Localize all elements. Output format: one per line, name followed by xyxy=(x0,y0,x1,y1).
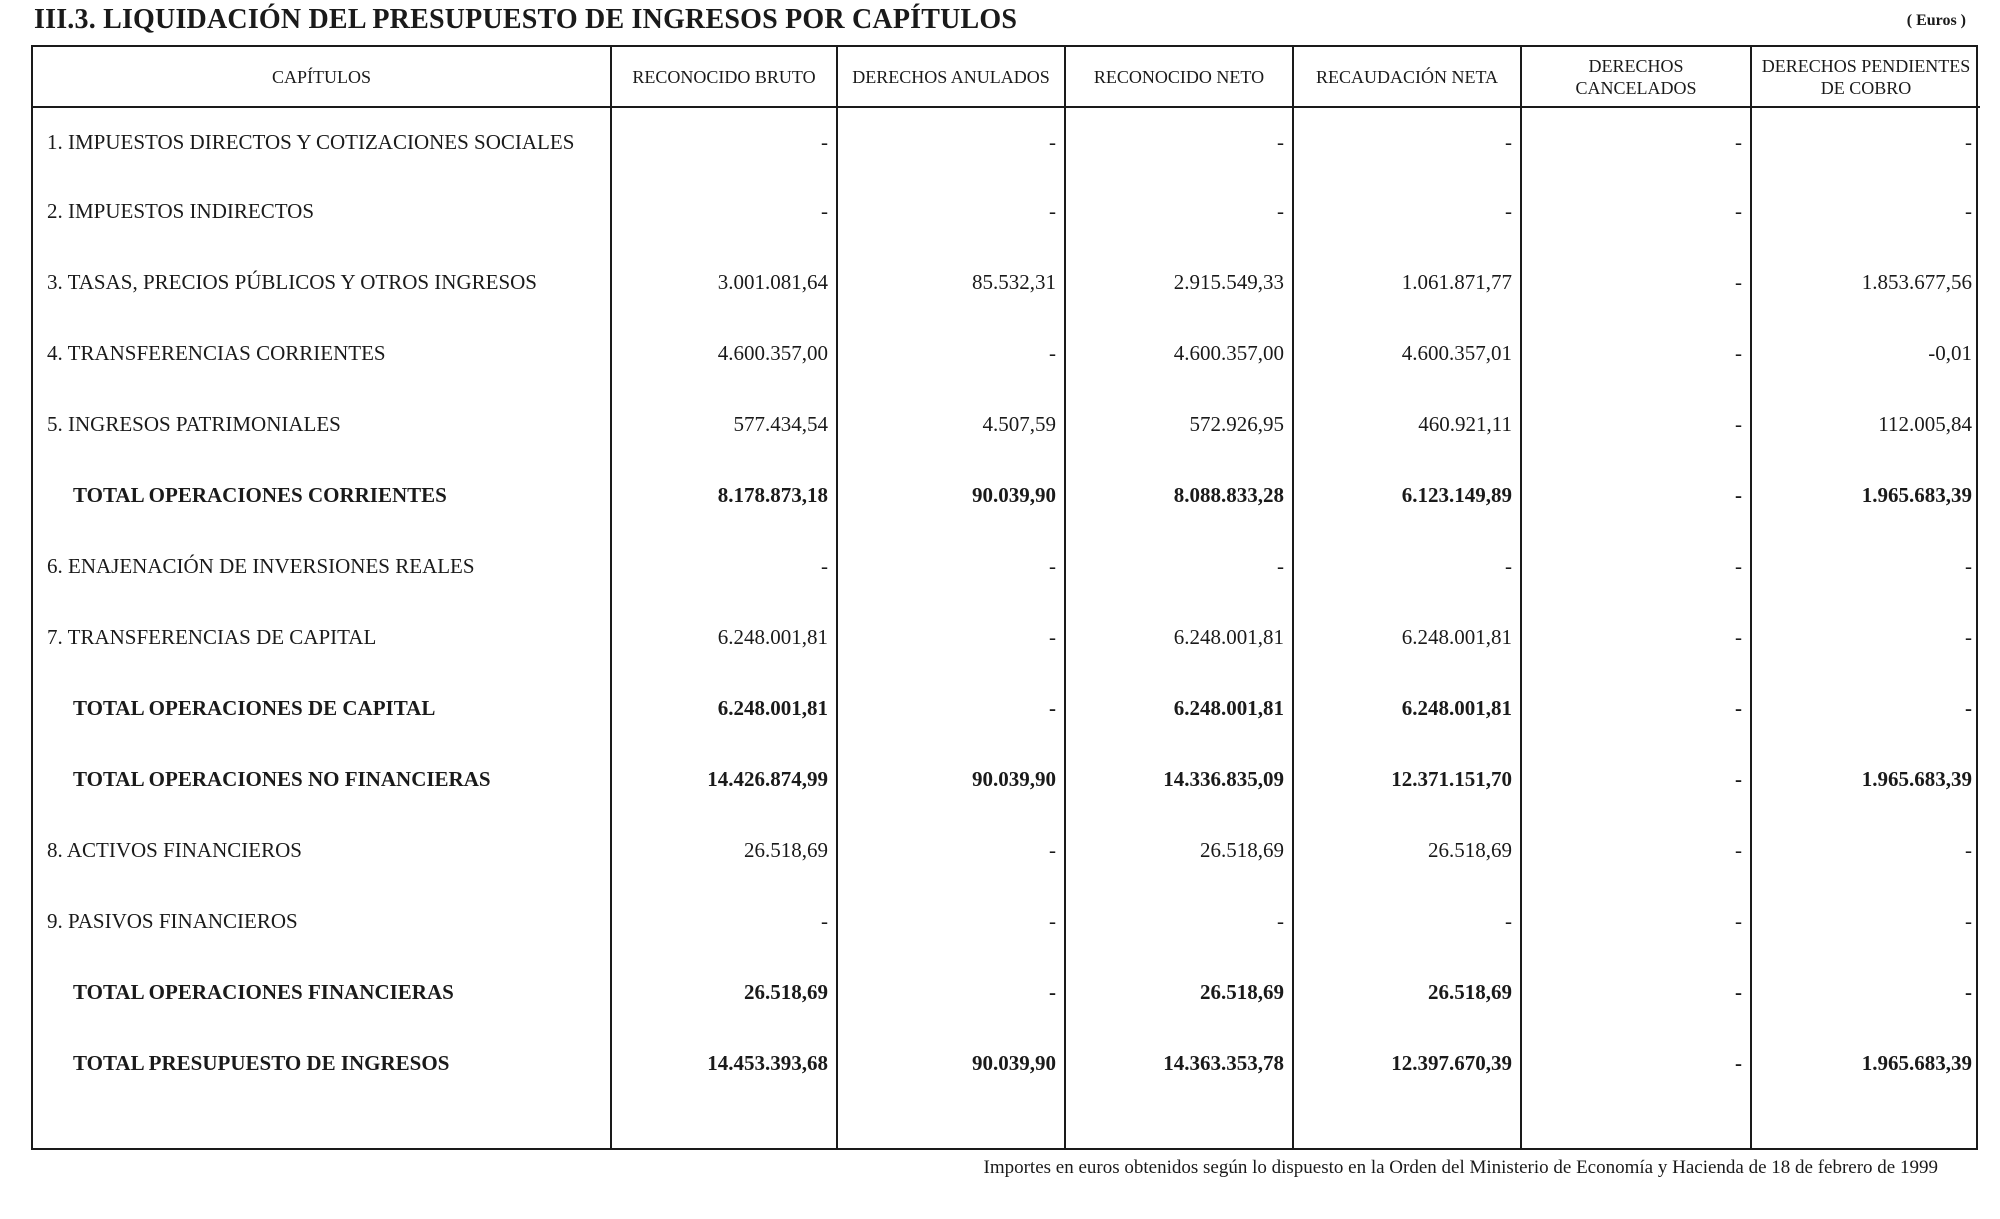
cell-reconocido-neto: 8.088.833,28 xyxy=(1065,460,1293,531)
cell-derechos-cancelados: - xyxy=(1521,107,1751,176)
total-row xyxy=(33,460,1980,531)
cell-reconocido-bruto: - xyxy=(611,176,837,247)
row-label: 2. IMPUESTOS INDIRECTOS xyxy=(47,199,315,223)
total-row xyxy=(33,673,1980,744)
row-label: TOTAL PRESUPUESTO DE INGRESOS xyxy=(73,1051,450,1075)
cell-reconocido-neto: 6.248.001,81 xyxy=(1065,673,1293,744)
row-label: 4. TRANSFERENCIAS CORRIENTES xyxy=(47,341,386,365)
cell-reconocido-neto: 14.363.353,78 xyxy=(1065,1028,1293,1099)
table-row xyxy=(33,247,1980,318)
cell-pendientes-cobro: - xyxy=(1751,176,1980,247)
column-header: DERECHOS CANCELADOS xyxy=(1521,47,1751,107)
cell-derechos-anulados: 4.507,59 xyxy=(837,389,1065,460)
cell-derechos-cancelados: - xyxy=(1521,815,1751,886)
row-label: 5. INGRESOS PATRIMONIALES xyxy=(47,412,341,436)
total-row xyxy=(33,1028,1980,1099)
table-row xyxy=(33,318,1980,389)
total-row xyxy=(33,957,1980,1028)
cell-derechos-anulados: - xyxy=(837,673,1065,744)
cell-derechos-cancelados: - xyxy=(1521,247,1751,318)
row-label: 3. TASAS, PRECIOS PÚBLICOS Y OTROS INGRESOS xyxy=(47,270,537,294)
cell-derechos-anulados: - xyxy=(837,531,1065,602)
cell-pendientes-cobro: -0,01 xyxy=(1751,318,1980,389)
cell-pendientes-cobro: 1.853.677,56 xyxy=(1751,247,1980,318)
cell-derechos-cancelados: - xyxy=(1521,744,1751,815)
cell-pendientes-cobro: 1.965.683,39 xyxy=(1751,744,1980,815)
cell-recaudacion-neta: 1.061.871,77 xyxy=(1293,247,1521,318)
cell-derechos-cancelados: - xyxy=(1521,389,1751,460)
cell-reconocido-neto: 14.336.835,09 xyxy=(1065,744,1293,815)
cell-reconocido-neto: - xyxy=(1065,531,1293,602)
cell-recaudacion-neta: - xyxy=(1293,176,1521,247)
units-label: ( Euros ) xyxy=(1906,12,1966,29)
row-label: TOTAL OPERACIONES NO FINANCIERAS xyxy=(73,767,491,791)
row-label: 8. ACTIVOS FINANCIEROS xyxy=(47,838,302,862)
table-row xyxy=(33,815,1980,886)
cell-recaudacion-neta: 460.921,11 xyxy=(1293,389,1521,460)
cell-reconocido-bruto: 577.434,54 xyxy=(611,389,837,460)
cell-reconocido-bruto: - xyxy=(611,531,837,602)
cell-reconocido-neto: - xyxy=(1065,107,1293,176)
cell-recaudacion-neta: 6.248.001,81 xyxy=(1293,673,1521,744)
table-row xyxy=(33,176,1980,247)
cell-reconocido-bruto: 8.178.873,18 xyxy=(611,460,837,531)
column-header: RECAUDACIÓN NETA xyxy=(1293,47,1521,107)
cell-pendientes-cobro: - xyxy=(1751,957,1980,1028)
column-header: DERECHOS PENDIENTES DE COBRO xyxy=(1751,47,1980,107)
cell-derechos-cancelados: - xyxy=(1521,673,1751,744)
cell-recaudacion-neta: 6.248.001,81 xyxy=(1293,602,1521,673)
cell-pendientes-cobro: - xyxy=(1751,107,1980,176)
cell-derechos-anulados: - xyxy=(837,318,1065,389)
cell-reconocido-bruto: 6.248.001,81 xyxy=(611,602,837,673)
cell-reconocido-bruto: 3.001.081,64 xyxy=(611,247,837,318)
table-filler-row xyxy=(33,1099,1980,1148)
cell-derechos-anulados: - xyxy=(837,886,1065,957)
row-label: TOTAL OPERACIONES DE CAPITAL xyxy=(73,696,436,720)
cell-recaudacion-neta: - xyxy=(1293,531,1521,602)
cell-derechos-cancelados: - xyxy=(1521,176,1751,247)
cell-derechos-anulados: - xyxy=(837,176,1065,247)
row-label: 9. PASIVOS FINANCIEROS xyxy=(47,909,298,933)
cell-reconocido-bruto: 14.453.393,68 xyxy=(611,1028,837,1099)
cell-derechos-cancelados: - xyxy=(1521,957,1751,1028)
footnote: Importes en euros obtenidos según lo dispuesto en la Orden del Ministerio de Economía y Hacienda de 18 de febrero de 1999 xyxy=(983,1157,1938,1178)
row-label: 1. IMPUESTOS DIRECTOS Y COTIZACIONES SOCIALES xyxy=(47,129,575,154)
cell-recaudacion-neta: 26.518,69 xyxy=(1293,957,1521,1028)
cell-reconocido-bruto: 26.518,69 xyxy=(611,815,837,886)
cell-reconocido-neto: - xyxy=(1065,886,1293,957)
cell-pendientes-cobro: - xyxy=(1751,602,1980,673)
row-label: 7. TRANSFERENCIAS DE CAPITAL xyxy=(47,625,377,649)
cell-derechos-anulados: - xyxy=(837,602,1065,673)
table-row xyxy=(33,531,1980,602)
table-row xyxy=(33,389,1980,460)
cell-reconocido-neto: - xyxy=(1065,176,1293,247)
column-header: DERECHOS ANULADOS xyxy=(837,47,1065,107)
cell-reconocido-bruto: 26.518,69 xyxy=(611,957,837,1028)
cell-derechos-cancelados: - xyxy=(1521,602,1751,673)
cell-derechos-cancelados: - xyxy=(1521,318,1751,389)
cell-derechos-anulados: 85.532,31 xyxy=(837,247,1065,318)
table-header-row xyxy=(33,47,1980,107)
cell-reconocido-bruto: - xyxy=(611,886,837,957)
cell-recaudacion-neta: 6.123.149,89 xyxy=(1293,460,1521,531)
cell-derechos-cancelados: - xyxy=(1521,1028,1751,1099)
row-label: TOTAL OPERACIONES CORRIENTES xyxy=(73,483,447,507)
cell-derechos-anulados: - xyxy=(837,957,1065,1028)
cell-pendientes-cobro: 1.965.683,39 xyxy=(1751,1028,1980,1099)
cell-pendientes-cobro: - xyxy=(1751,673,1980,744)
cell-reconocido-neto: 4.600.357,00 xyxy=(1065,318,1293,389)
cell-derechos-anulados: - xyxy=(837,815,1065,886)
cell-pendientes-cobro: 112.005,84 xyxy=(1751,389,1980,460)
table-row xyxy=(33,602,1980,673)
table-row xyxy=(33,886,1980,957)
cell-pendientes-cobro: - xyxy=(1751,531,1980,602)
cell-derechos-anulados: 90.039,90 xyxy=(837,744,1065,815)
cell-reconocido-neto: 6.248.001,81 xyxy=(1065,602,1293,673)
page-title: III.3. LIQUIDACIÓN DEL PRESUPUESTO DE INGRESOS POR CAPÍTULOS xyxy=(34,4,1018,35)
cell-reconocido-bruto: - xyxy=(611,107,837,176)
row-label: TOTAL OPERACIONES FINANCIERAS xyxy=(73,980,454,1004)
cell-derechos-cancelados: - xyxy=(1521,531,1751,602)
cell-pendientes-cobro: - xyxy=(1751,815,1980,886)
cell-reconocido-neto: 26.518,69 xyxy=(1065,957,1293,1028)
cell-derechos-anulados: 90.039,90 xyxy=(837,460,1065,531)
cell-derechos-cancelados: - xyxy=(1521,886,1751,957)
cell-reconocido-bruto: 4.600.357,00 xyxy=(611,318,837,389)
row-label: 6. ENAJENACIÓN DE INVERSIONES REALES xyxy=(47,554,475,578)
column-header: RECONOCIDO NETO xyxy=(1065,47,1293,107)
cell-pendientes-cobro: 1.965.683,39 xyxy=(1751,460,1980,531)
cell-reconocido-bruto: 6.248.001,81 xyxy=(611,673,837,744)
cell-recaudacion-neta: 26.518,69 xyxy=(1293,815,1521,886)
total-row xyxy=(33,744,1980,815)
cell-reconocido-neto: 572.926,95 xyxy=(1065,389,1293,460)
cell-reconocido-neto: 26.518,69 xyxy=(1065,815,1293,886)
column-header: RECONOCIDO BRUTO xyxy=(611,47,837,107)
cell-derechos-anulados: - xyxy=(837,107,1065,176)
cell-recaudacion-neta: - xyxy=(1293,886,1521,957)
cell-derechos-cancelados: - xyxy=(1521,460,1751,531)
cell-recaudacion-neta: - xyxy=(1293,107,1521,176)
column-header: CAPÍTULOS xyxy=(33,47,611,107)
table-row xyxy=(33,107,1980,176)
budget-table xyxy=(31,45,1978,1150)
cell-derechos-anulados: 90.039,90 xyxy=(837,1028,1065,1099)
cell-reconocido-neto: 2.915.549,33 xyxy=(1065,247,1293,318)
cell-recaudacion-neta: 4.600.357,01 xyxy=(1293,318,1521,389)
cell-recaudacion-neta: 12.371.151,70 xyxy=(1293,744,1521,815)
cell-reconocido-bruto: 14.426.874,99 xyxy=(611,744,837,815)
cell-pendientes-cobro: - xyxy=(1751,886,1980,957)
cell-recaudacion-neta: 12.397.670,39 xyxy=(1293,1028,1521,1099)
